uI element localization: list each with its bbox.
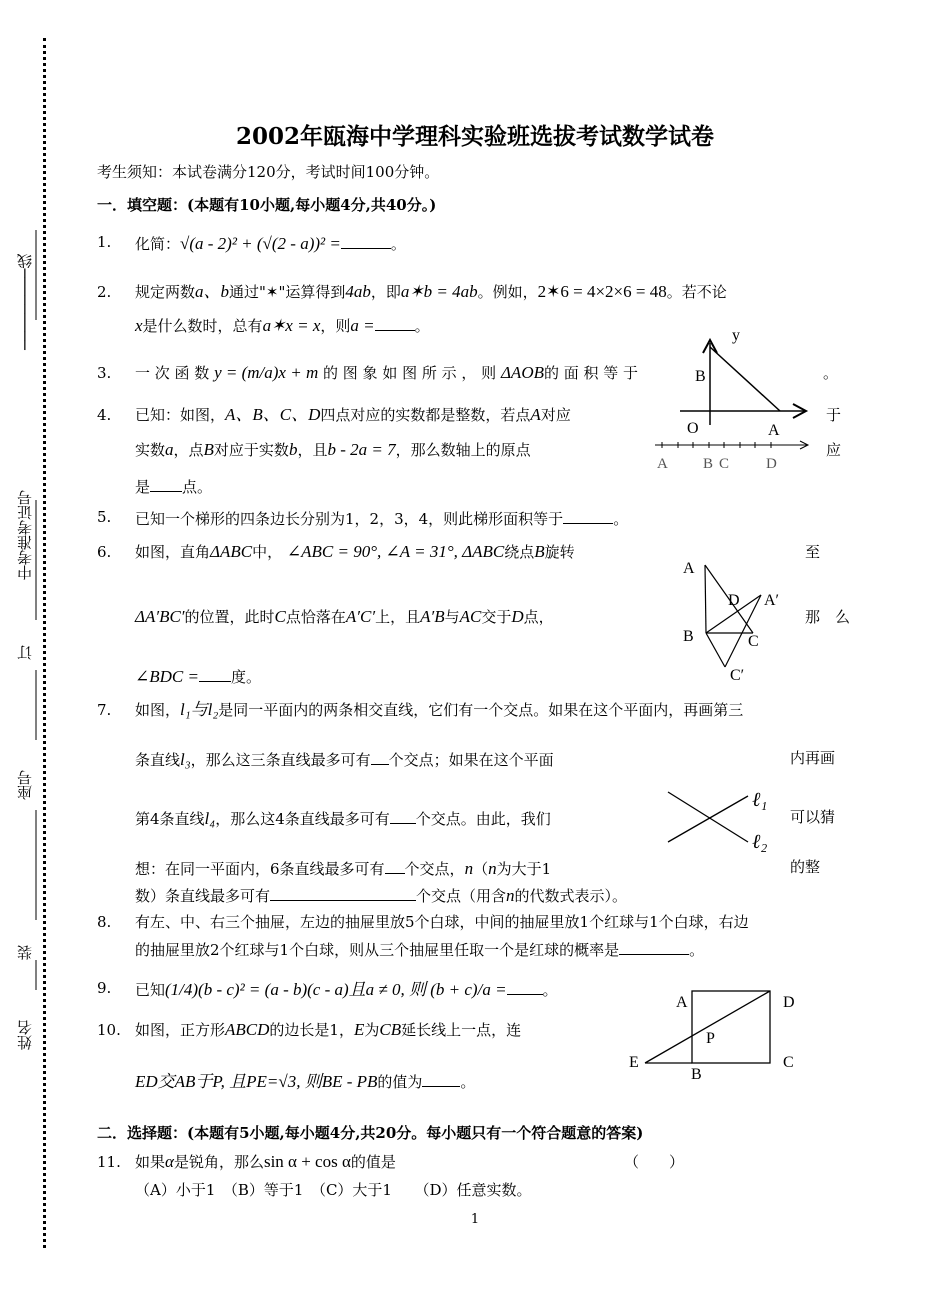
fig4-label-C: C [719, 456, 730, 472]
fig4-label-B: B [703, 456, 714, 472]
q7-number: 7. [97, 701, 112, 719]
page-number: 1 [470, 1212, 480, 1227]
fig10-label-P: P [706, 1030, 715, 1047]
q6-line2: ΔA′BC′的位置，此时C点恰落在A′C′上，且A′B与AC交于D点， [135, 607, 554, 626]
q3-tail: 。 [823, 364, 839, 382]
side-label-ticket: 中考准考证号 [16, 490, 34, 580]
q11-options: （A）小于1 （B）等于1 （C）大于1 （D）任意实数。 [135, 1181, 532, 1199]
q7-blank-1[interactable] [371, 748, 389, 765]
q7-blank-4[interactable] [270, 884, 416, 901]
q7-line5: 数）条直线最多可有 个交点（用含n的代数式表示）。 [135, 886, 628, 905]
q7-line1: 如图，l₁与l₂是同一平面内的两条相交直线，它们有一个交点。如果在这个平面内，再画第三 [135, 700, 744, 719]
fig6-label-C-prime: C′ [730, 667, 745, 684]
q3-number: 3. [97, 364, 112, 382]
q5-text: 已知一个梯形的四条边长分别为1，2，3，4，则此梯形面积等于 。 [135, 507, 628, 529]
q4-line2-end: 应 [826, 441, 842, 459]
fig3-label-A: A [768, 422, 780, 439]
fig6-triangles [678, 555, 798, 685]
q9-number: 9. [97, 979, 112, 997]
q6-line3: ∠BDC = 度。 [135, 667, 261, 686]
q4-line3: 是 点。 [135, 475, 212, 497]
q4-line1: 已知：如图，A、B、C、D四点对应的实数都是整数，若点A对应 [135, 405, 571, 424]
q4-number: 4. [97, 406, 112, 424]
q4-line1-end: 于 [826, 406, 842, 424]
fig10-label-B: B [691, 1066, 702, 1083]
q1-expression: √(a - 2)² + (√(2 - a))² = [180, 234, 341, 253]
fig3-label-y: y [732, 327, 740, 344]
side-label-bind: 订 [16, 645, 34, 660]
q5-blank[interactable] [563, 507, 613, 524]
q7-line3: 第4条直线l₄，那么这4条直线最多可有 个交点。由此，我们 [135, 809, 551, 828]
q6-line1: 如图，直角ΔABC中， ∠ABC = 90°, ∠A = 31°, ΔABC绕点B旋转 [135, 542, 575, 561]
q7-line4-end: 的整 [790, 858, 821, 876]
q5-number: 5. [97, 508, 112, 526]
side-label-line: ─────────线 [16, 253, 34, 350]
q7-line2: 条直线l₃，那么这三条直线最多可有 个交点；如果在这个平面 [135, 750, 554, 769]
fig4-label-A: A [657, 456, 668, 472]
q2-line2: x是什么数时，总有a✶x = x，则a = 。 [135, 316, 430, 335]
q6-line1-end: 至 [805, 543, 821, 561]
fig10-square [620, 985, 810, 1085]
side-underlines [14, 200, 44, 1060]
q2-blank[interactable] [375, 314, 415, 331]
q4-blank[interactable] [150, 475, 182, 492]
q11-answer-paren[interactable]: （ ） [624, 1153, 685, 1171]
q7-blank-3[interactable] [385, 857, 405, 874]
q8-line1: 有左、中、右三个抽屉，左边的抽屉里放5个白球，中间的抽屉里放1个红球与1个白球，右边 [135, 913, 749, 931]
q10-line2: ED交AB于P, 且PE=√3, 则BE - PB的值为 。 [135, 1072, 476, 1091]
fig10-label-E: E [629, 1054, 639, 1071]
exam-notice: 考生须知：本试卷满分120分，考试时间100分钟。 [97, 163, 440, 181]
fig7-label-l1: ℓ₁ [752, 789, 768, 811]
q9-blank[interactable] [507, 978, 543, 995]
section-2-heading: 二．选择题：(本题有5小题,每小题4分,共20分。每小题只有一个符合题意的答案) [97, 1124, 644, 1142]
fig6-label-A-prime: A′ [764, 592, 780, 609]
q8-line2: 的抽屉里放2个红球与1个白球，则从三个抽屉里任取一个是红球的概率是 。 [135, 938, 704, 960]
fig6-label-C: C [748, 633, 759, 650]
q1-text: 化简：√(a - 2)² + (√(2 - a))² = 。 [135, 234, 406, 253]
section-1-heading: 一．填空题：(本题有10小题,每小题4分,共40分。) [97, 196, 437, 214]
fig6-label-B: B [683, 628, 694, 645]
q6-line2-end: 那 么 [805, 608, 851, 626]
q7-line2-end: 内再画 [790, 749, 836, 767]
fig7-lines [660, 780, 780, 860]
fig3-graph [640, 325, 820, 475]
q8-number: 8. [97, 913, 112, 931]
fig6-label-D: D [728, 592, 740, 609]
q4-line2: 实数a，点B对应于实数b，且b - 2a = 7，那么数轴上的原点 [135, 440, 531, 459]
fig3-label-O: O [687, 420, 699, 437]
fig3-label-B: B [695, 368, 706, 385]
q1-blank[interactable] [341, 232, 391, 249]
q7-line4: 想：在同一平面内，6条直线最多可有 个交点，n（n为大于1 [135, 859, 552, 878]
q10-blank[interactable] [422, 1070, 460, 1087]
fig4-label-D: D [766, 456, 777, 472]
fig10-label-C: C [783, 1054, 794, 1071]
q6-blank[interactable] [199, 665, 231, 682]
q7-blank-2[interactable] [390, 807, 416, 824]
q11-number: 11. [97, 1153, 121, 1171]
side-label-install: 装 [16, 945, 34, 960]
q6-number: 6. [97, 543, 112, 561]
q11-line1: 如果α是锐角，那么sin α + cos α的值是 [135, 1152, 396, 1171]
q10-line1: 如图，正方形ABCD的边长是1，E为CB延长线上一点，连 [135, 1020, 522, 1039]
q1-number: 1. [97, 233, 112, 251]
q3-text: 一 次 函 数 y = (m/a)x + m 的 图 象 如 图 所 示 ， 则 ΔAOB的 面 积 等 于 [135, 363, 639, 382]
q10-number: 10. [97, 1021, 121, 1039]
q8-blank[interactable] [619, 938, 689, 955]
q2-line1: 规定两数a、b通过"✶"运算得到4ab，即a✶b = 4ab。例如，2✶6 = 4×2×6 = 48。若不论 [135, 282, 727, 301]
fig10-label-A: A [676, 994, 688, 1011]
side-label-seat: 座号 [16, 770, 34, 800]
page-title: 2002年瓯海中学理科实验班选拔考试数学试卷 [235, 123, 714, 150]
fig10-label-D: D [783, 994, 795, 1011]
fig7-label-l2: ℓ₂ [752, 831, 768, 853]
q2-number: 2. [97, 283, 112, 301]
q7-line3-end: 可以猜 [790, 808, 836, 826]
fig6-label-A: A [683, 560, 695, 577]
side-label-name: 姓名 [16, 1020, 34, 1050]
q9-text: 已知(1/4)(b - c)² = (a - b)(c - a)且a ≠ 0, 则 (b + c)/a = 。 [135, 980, 558, 999]
